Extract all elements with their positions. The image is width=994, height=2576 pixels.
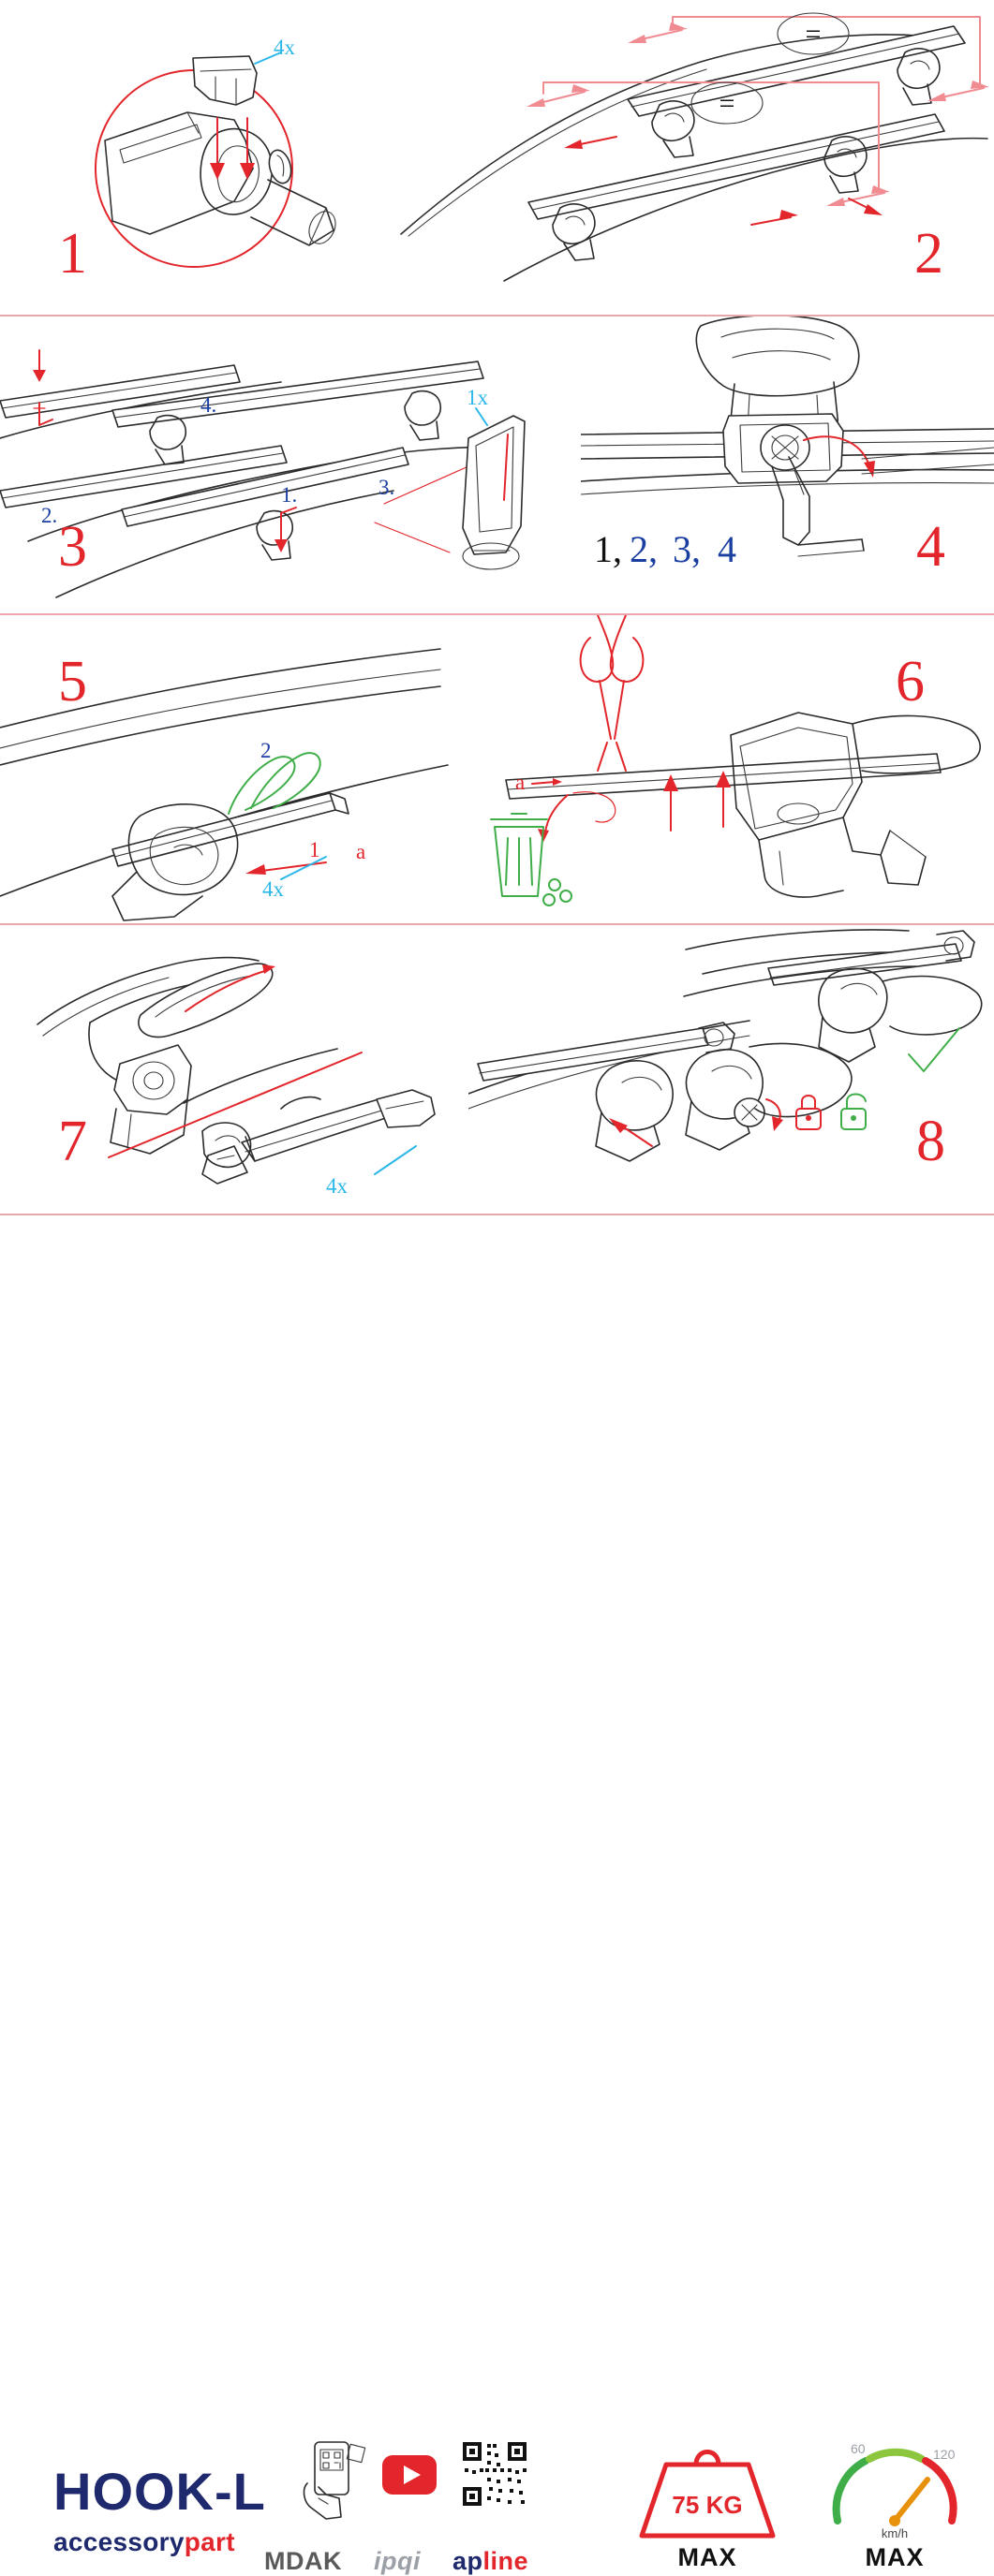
step-4-sequence-2: 2, [630,528,658,570]
weight-icon [632,2440,782,2541]
step-5-label-2: 2 [260,739,272,762]
step-4-sequence-1: 1, [594,528,622,570]
step-4-sequence-3: 3, [673,528,701,570]
partner-logos [264,2547,528,2576]
step-2-equal-2: = [719,88,735,119]
qr-scan-phone-icon[interactable] [298,2440,363,2521]
speed-unit: km/h [881,2526,909,2540]
tagline-accessory: accessory [53,2527,185,2556]
max-load-label: MAX [677,2543,737,2571]
step-5-panel [0,615,450,923]
youtube-icon[interactable] [382,2455,437,2495]
partner-apline: apline [452,2547,529,2575]
max-speed-block [815,2431,974,2572]
step-4-number: 4 [916,515,946,579]
step-2-equal-1: = [805,19,822,50]
step-5-callout-4x: 4x [262,877,284,901]
step-2-illustration [392,0,994,315]
step-3-label-1: 1. [281,483,298,507]
step-1-panel [0,0,392,315]
lock-open-icon [841,1095,866,1130]
product-title: HOOK-L [53,2462,266,2521]
partner-ipqi: ipqi [374,2547,421,2575]
partner-mdak: MDAK [264,2547,342,2575]
step-5-label-1: 1 [309,838,320,861]
step-8-panel [468,925,994,1214]
step-4-panel [581,316,994,613]
step-6-number: 6 [896,650,926,714]
tagline-part: part [184,2527,235,2556]
step-7-callout-4x: 4x [326,1174,348,1198]
step-3-callout-1x: 1x [467,386,488,409]
step-3-label-3: 3. [378,476,395,499]
step-8-illustration [468,925,994,1214]
step-7-panel [0,925,468,1214]
step-3-panel [0,316,581,613]
max-speed-label: MAX [865,2543,925,2571]
step-1-callout-4x: 4x [274,36,295,59]
step-3-number: 3 [58,515,88,579]
max-load-value: 75 KG [672,2491,743,2519]
footer [0,1214,994,2575]
step-5-number: 5 [58,650,88,714]
step-3-label-4: 4. [200,393,217,417]
speed-tick-120: 120 [933,2447,956,2462]
speed-tick-60: 60 [851,2441,866,2456]
step-4-sequence-4: 4 [718,528,736,570]
step-1-number: 1 [58,222,88,286]
brand-tagline [53,2527,266,2557]
step-6-panel [450,615,994,923]
step-5-label-a: a [356,840,366,863]
brand-block [53,2462,266,2557]
step-3-label-2: 2. [41,504,58,527]
qr-code-icon[interactable] [461,2440,528,2508]
max-load-block [618,2440,796,2572]
step-2-number: 2 [914,222,944,286]
step-7-number: 7 [58,1110,88,1173]
step-2-panel [392,0,994,315]
step-6-label-a: a [515,771,526,794]
speedometer-icon [824,2431,965,2541]
step-8-number: 8 [916,1110,946,1173]
